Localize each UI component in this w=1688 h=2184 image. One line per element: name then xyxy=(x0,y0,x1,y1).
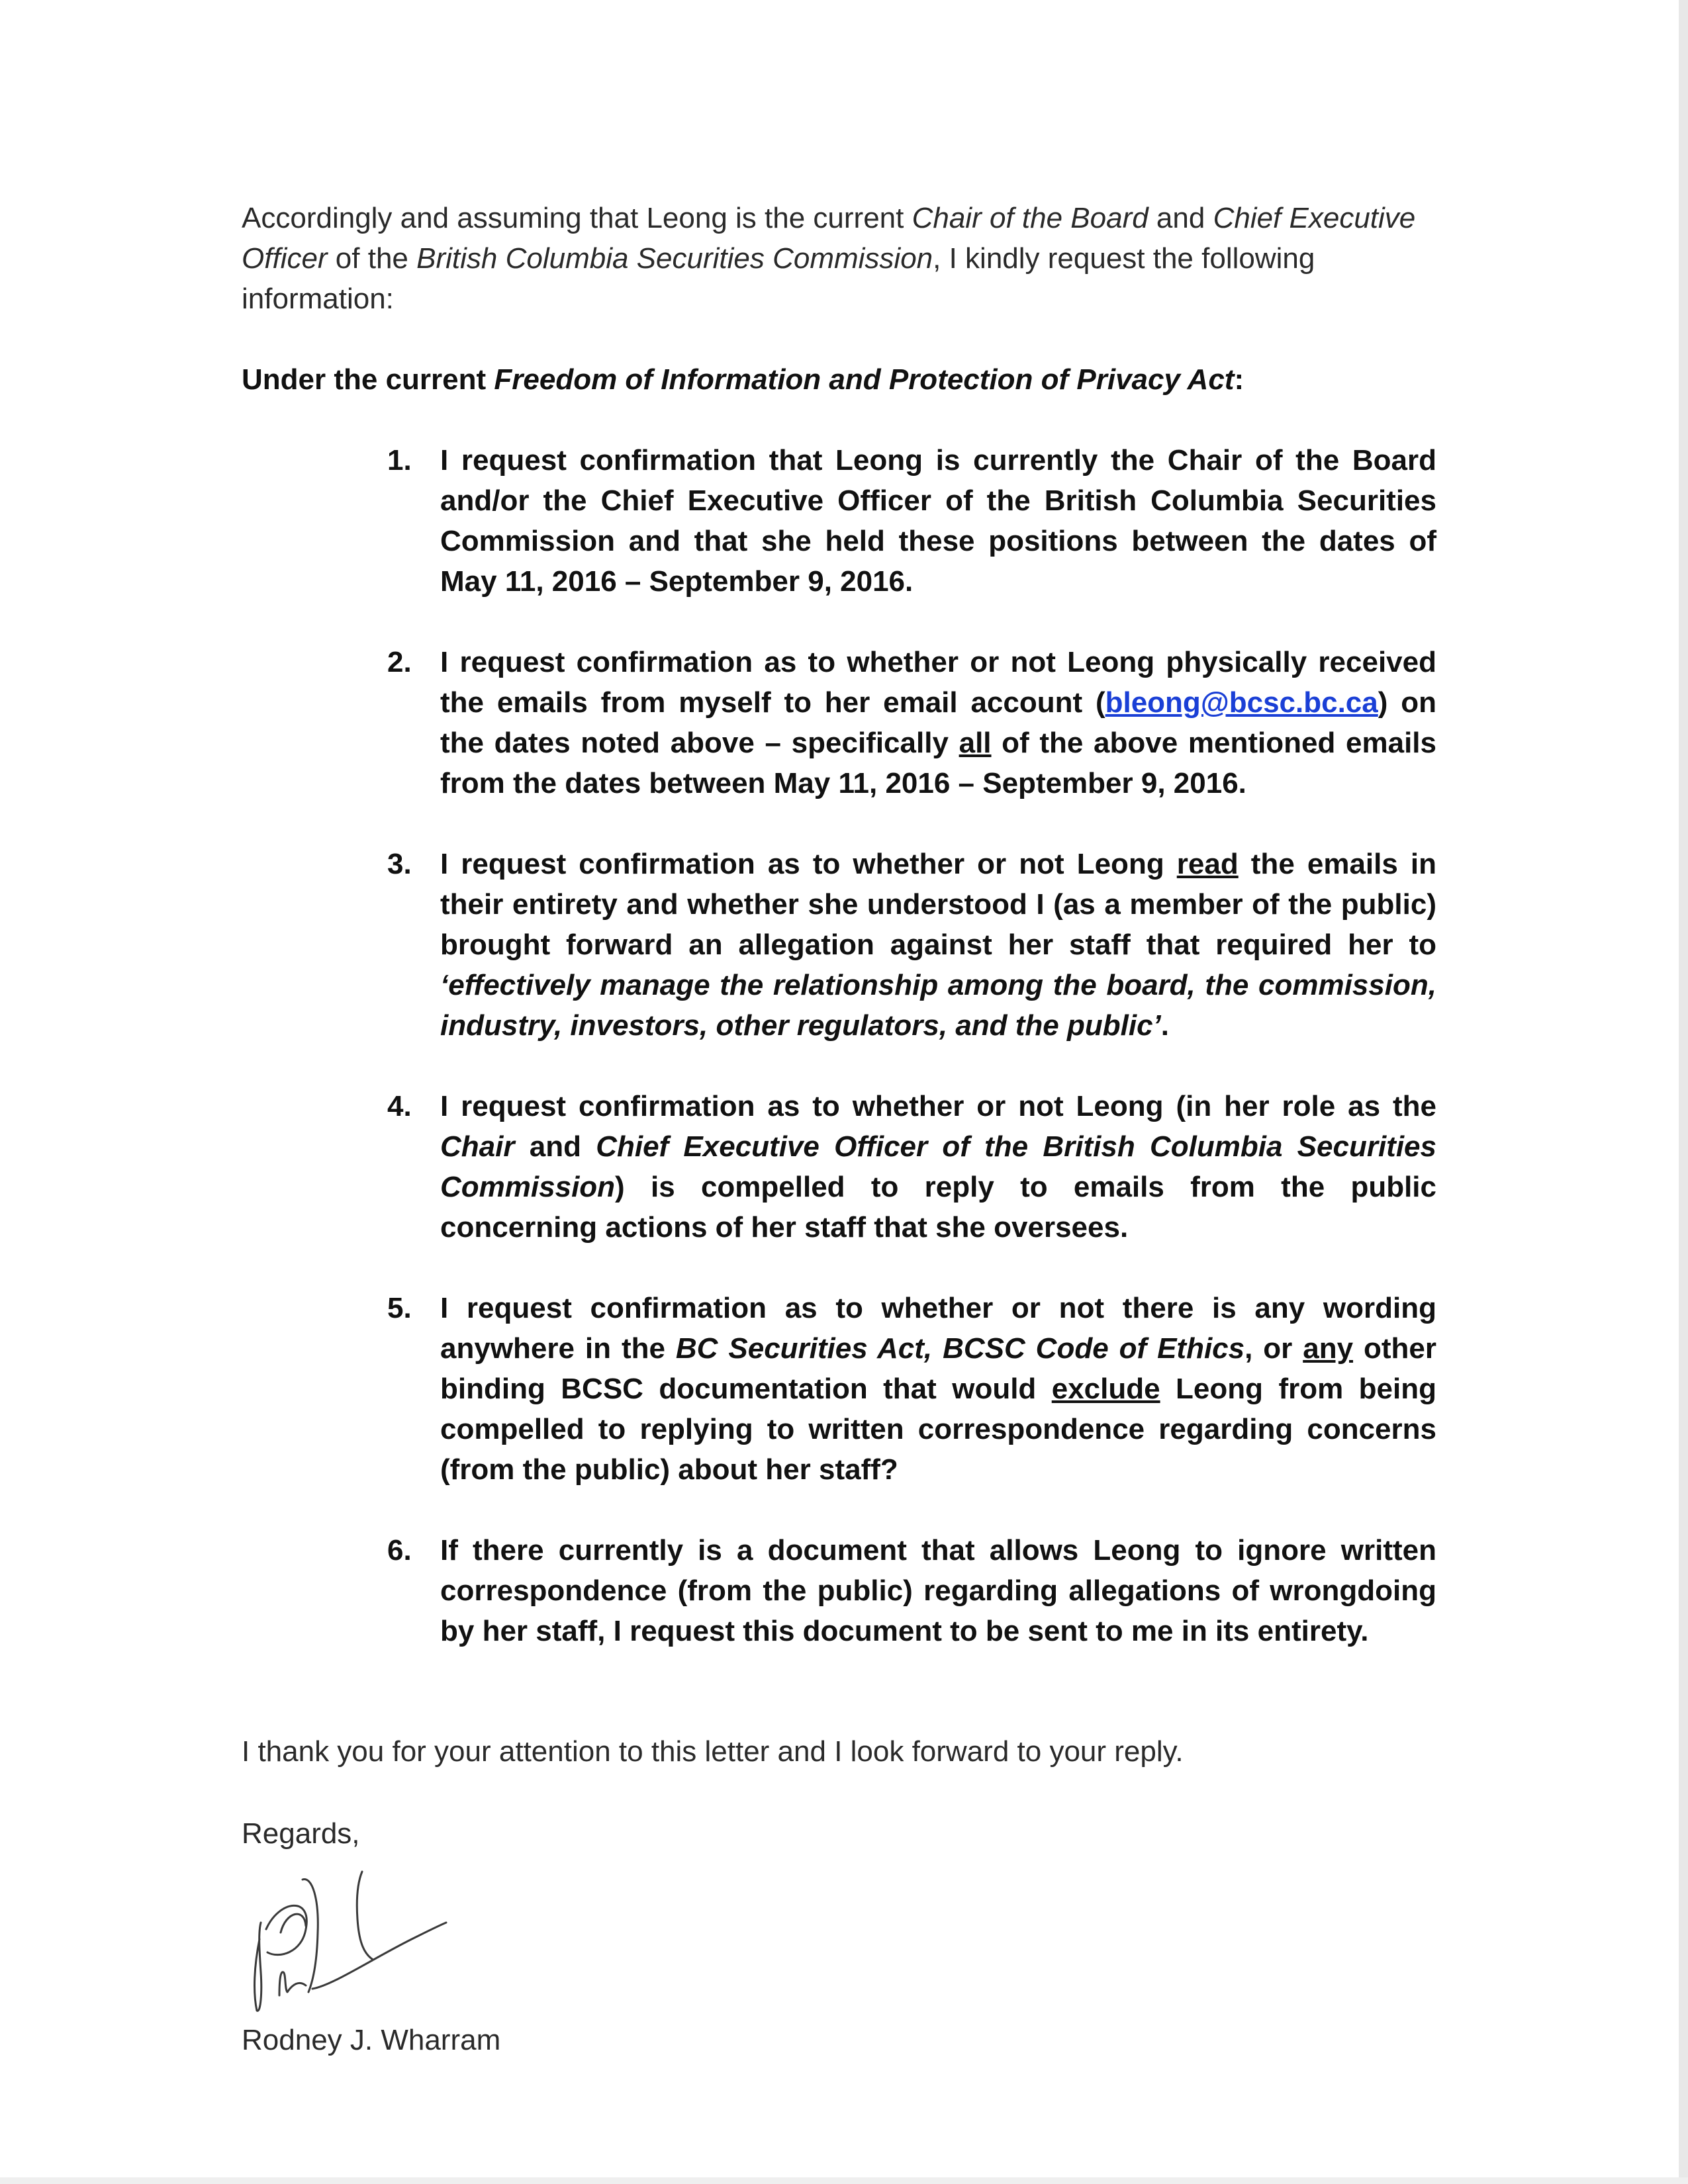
item-text: the emails in their entirety and whether she understood I (as a member of the public) brought forward an allegation against her staff that required her to xyxy=(440,848,1437,961)
item-italic-text: Chair xyxy=(440,1130,515,1163)
intro-paragraph xyxy=(242,198,1433,319)
list-item xyxy=(387,440,1436,602)
item-italic-quote: ‘effectively manage the relationship among the board, the commission, industry, investors, other regulators, and the public’ xyxy=(440,969,1436,1042)
heading-text-2: : xyxy=(1234,363,1244,396)
request-list xyxy=(387,440,1436,1692)
item-text: ) on the dates noted above – specifically xyxy=(440,686,1436,759)
page-edge-bottom xyxy=(0,2177,1688,2184)
item-text: I request confirmation as to whether or not there is any wording anywhere in the xyxy=(440,1292,1436,1365)
item-number: 1. xyxy=(387,444,412,477)
item-text: I request confirmation as to whether or not Leong (in her role as the xyxy=(440,1090,1436,1122)
item-text: I request confirmation as to whether or not Leong physically received the emails from myself to her email account ( xyxy=(440,646,1436,719)
intro-commission-name: British Columbia Securities Commission xyxy=(416,242,933,275)
item-text: . xyxy=(1160,1009,1169,1042)
regards-text: Regards, xyxy=(242,1817,360,1850)
item-text: I request confirmation that Leong is currently the Chair of the Board and/or the Chief Executive Officer of the British Columbia Securities Commission and that she held these positions between the dates of May 11, 2016 – September 9, 2016. xyxy=(440,444,1436,598)
email-link[interactable]: bleong@bcsc.bc.ca xyxy=(1105,686,1378,719)
item-text: and xyxy=(514,1130,596,1163)
list-item xyxy=(387,1288,1436,1490)
item-number: 3. xyxy=(387,848,412,880)
item-underlined-text: any xyxy=(1303,1332,1354,1365)
item-underlined-text: read xyxy=(1176,848,1239,880)
item-text: I request confirmation as to whether or not Leong xyxy=(440,848,1177,880)
item-text: other binding BCSC documentation that would xyxy=(440,1332,1436,1405)
item-italic-text: Chief Executive Officer of the British Columbia Securities Commission xyxy=(440,1130,1436,1203)
list-item xyxy=(387,844,1436,1046)
item-number: 2. xyxy=(387,646,412,678)
item-number: 6. xyxy=(387,1534,412,1567)
list-item xyxy=(387,642,1436,803)
heading-act-name: Freedom of Information and Protection of Privacy Act xyxy=(494,363,1235,396)
heading-text-1: Under the current xyxy=(242,363,494,396)
item-text: If there currently is a document that allows Leong to ignore written correspondence (from the public) regarding allegations of wrongdoing by her staff, I request this document to be sent to me in its entirety. xyxy=(440,1534,1436,1647)
intro-chair-title: Chair of the Board xyxy=(912,202,1149,234)
item-italic-text: BC Securities Act, BCSC Code of Ethics xyxy=(675,1332,1245,1365)
list-item xyxy=(387,1530,1436,1651)
request-heading xyxy=(242,359,1466,400)
item-text: Leong from being compelled to replying to written correspondence regarding concerns (from the public) about her staff? xyxy=(440,1373,1436,1486)
item-underlined-text: all xyxy=(959,727,992,759)
item-number: 4. xyxy=(387,1090,412,1122)
intro-text-2: and xyxy=(1148,202,1213,234)
intro-text-4: , I kindly request the following information: xyxy=(242,242,1315,315)
page-edge-right xyxy=(1679,0,1688,2184)
item-text: ) is compelled to reply to emails from the public concerning actions of her staff that she oversees. xyxy=(440,1171,1436,1244)
signer-name: Rodney J. Wharram xyxy=(242,2024,501,2056)
signature-icon xyxy=(240,1860,478,2019)
item-text: , or xyxy=(1244,1332,1303,1365)
list-item xyxy=(387,1086,1436,1248)
intro-text-3: of the xyxy=(327,242,417,275)
intro-text-1: Accordingly and assuming that Leong is the current xyxy=(242,202,912,234)
item-underlined-text: exclude xyxy=(1051,1373,1160,1405)
intro-ceo-title: Chief Executive Officer xyxy=(242,202,1416,275)
item-text: of the above mentioned emails from the dates between May 11, 2016 – September 9, 2016. xyxy=(440,727,1436,799)
thanks-paragraph: I thank you for your attention to this letter and I look forward to your reply. xyxy=(242,1735,1184,1768)
item-number: 5. xyxy=(387,1292,412,1324)
